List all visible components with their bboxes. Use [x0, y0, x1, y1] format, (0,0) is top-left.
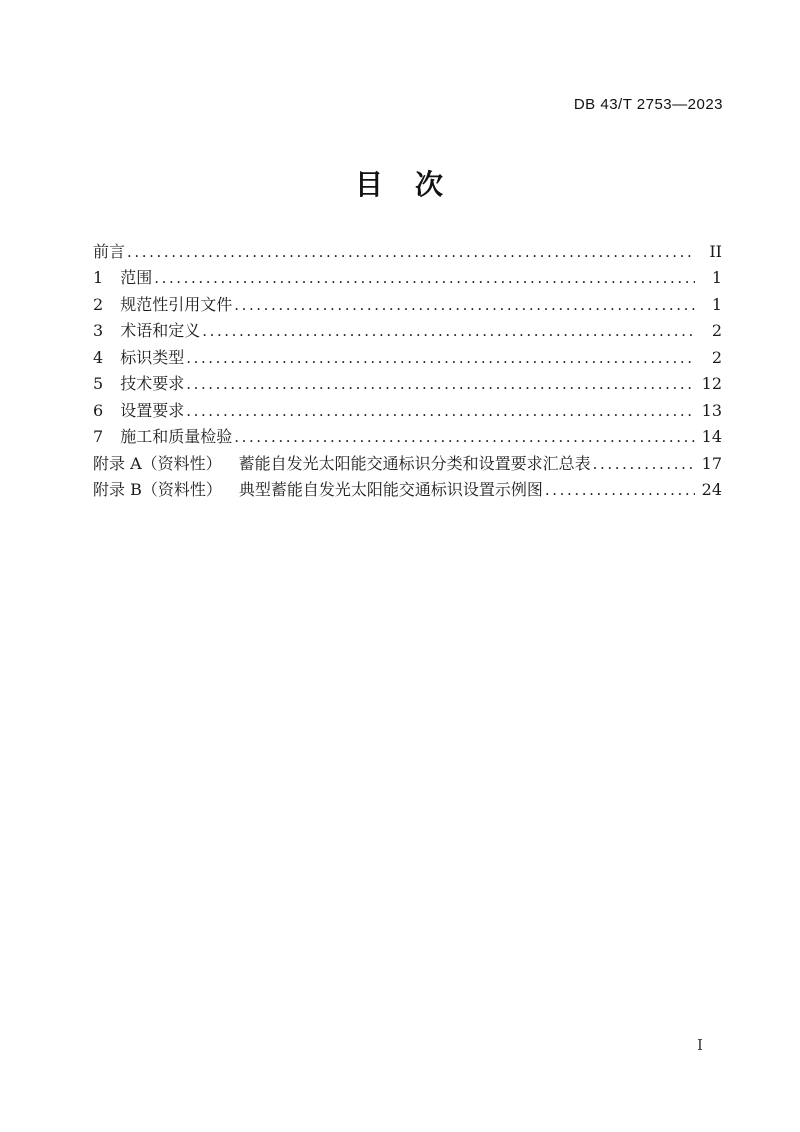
toc-entry-label: 设置要求 — [120, 400, 185, 420]
toc-entry-number: 附录 B（资料性） — [93, 479, 222, 499]
toc-entry-label: 术语和定义 — [120, 321, 201, 341]
toc-entry — [93, 239, 722, 265]
toc-entry-label: 前言 — [93, 242, 126, 261]
toc-entry-number: 4 — [93, 347, 104, 367]
toc-entry-label: 蓄能自发光太阳能交通标识分类和设置要求汇总表 — [238, 453, 591, 473]
toc-entry-page-number: 24 — [701, 479, 722, 499]
dot-leader — [186, 371, 695, 397]
toc-entry-page-number: 12 — [701, 374, 722, 394]
toc-entry-page-number: 2 — [711, 347, 722, 367]
toc-title: 目 次 — [354, 168, 445, 201]
page-number-footer: I — [697, 1036, 703, 1054]
dot-leader — [234, 292, 695, 318]
toc-entry-number: 2 — [93, 294, 104, 314]
toc-entry-label: 标识类型 — [120, 347, 185, 367]
toc-entry-page-number: 1 — [711, 294, 722, 314]
toc-list — [93, 239, 722, 503]
dot-leader — [154, 265, 695, 291]
toc-entry — [93, 477, 722, 503]
toc-entry-number: 6 — [93, 400, 104, 420]
toc-entry-number: 7 — [93, 427, 104, 447]
dot-leader — [593, 451, 695, 477]
toc-entry — [93, 371, 722, 397]
toc-entry — [93, 398, 722, 424]
toc-entry-label: 施工和质量检验 — [120, 427, 233, 447]
toc-entry-number: 3 — [93, 321, 104, 341]
toc-entry-page-number: 2 — [711, 321, 722, 341]
toc-entry-page-number: 17 — [701, 453, 722, 473]
toc-entry — [93, 265, 722, 291]
toc-entry-number: 附录 A（资料性） — [93, 453, 222, 473]
toc-entry-page-number: II — [709, 242, 722, 261]
dot-leader — [186, 345, 695, 371]
toc-entry-label: 典型蓄能自发光太阳能交通标识设置示例图 — [238, 479, 543, 499]
document-number-header: DB 43/T 2753—2023 — [573, 96, 723, 113]
toc-entry — [93, 318, 722, 344]
toc-entry-number: 5 — [93, 374, 104, 394]
dot-leader — [545, 477, 695, 503]
dot-leader — [127, 239, 695, 265]
dot-leader — [234, 424, 695, 450]
dot-leader — [186, 398, 695, 424]
toc-entry-number: 1 — [93, 268, 104, 288]
toc-entry-label: 范围 — [120, 268, 153, 288]
toc-entry-page-number: 1 — [711, 268, 722, 288]
toc-entry — [93, 451, 722, 477]
toc-entry-label: 技术要求 — [120, 374, 185, 394]
toc-entry-page-number: 13 — [701, 400, 722, 420]
toc-entry-page-number: 14 — [701, 427, 722, 447]
toc-entry-label: 规范性引用文件 — [120, 294, 233, 314]
toc-entry — [93, 292, 722, 318]
toc-entry — [93, 424, 722, 450]
toc-entry — [93, 345, 722, 371]
dot-leader — [202, 318, 695, 344]
